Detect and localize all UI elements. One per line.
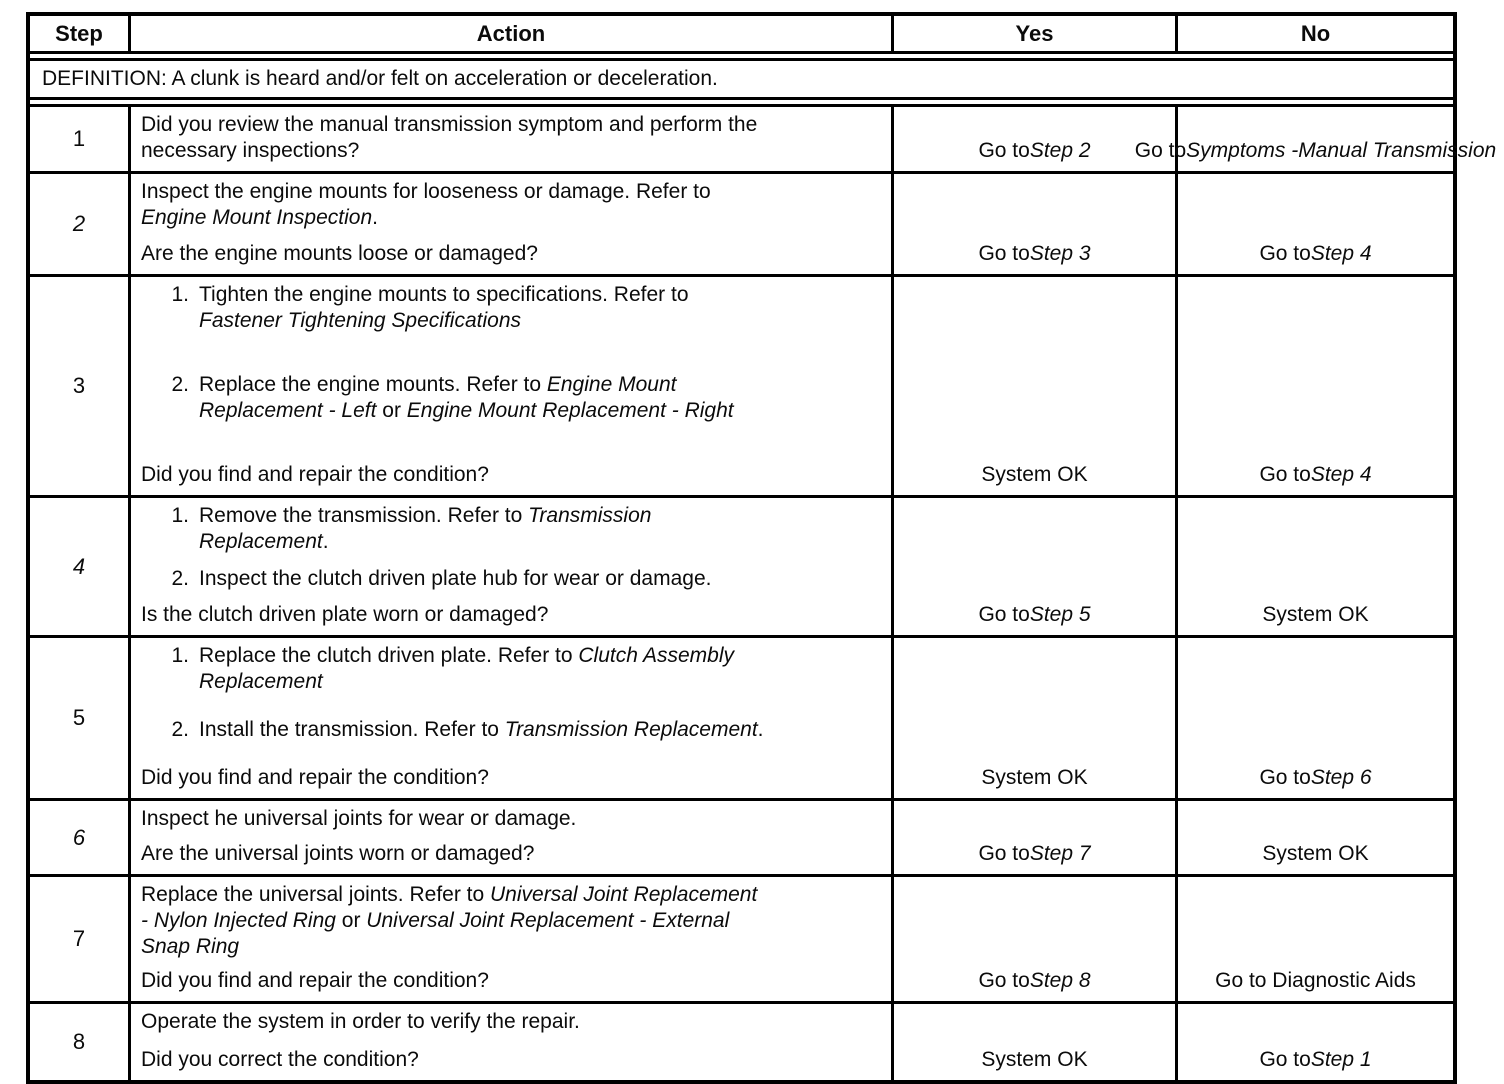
action-question — [141, 841, 761, 867]
step-number: 2 — [72, 211, 86, 236]
list-number: 1. — [171, 283, 189, 306]
table-row — [30, 798, 1453, 874]
text-run: Did you review the manual transmission symptom and perform the necessary inspections? — [141, 113, 758, 162]
list-number: 2. — [171, 373, 189, 396]
step-number: 1 — [72, 126, 86, 151]
text-run: System OK — [981, 1048, 1088, 1071]
table-row — [30, 1001, 1453, 1080]
table-row — [30, 171, 1453, 274]
text-run: Engine Mount Replacement - Right — [406, 399, 734, 422]
numbered-instruction — [141, 717, 877, 743]
yes-cell — [891, 877, 1175, 1001]
text-run: Operate the system in order to verify the repair. — [141, 1010, 580, 1033]
instruction-text — [199, 372, 774, 424]
text-run: System OK — [981, 463, 1088, 486]
text-run: Step 7 — [1029, 842, 1091, 865]
yes-cell — [891, 107, 1175, 171]
diagnostic-table — [26, 12, 1497, 1084]
action-question — [141, 968, 761, 994]
text-run: Step 6 — [1310, 766, 1372, 789]
text-run: Universal Joint Replacement - External Snap Ring — [141, 909, 730, 958]
table-row — [30, 874, 1453, 1001]
list-number: 1. — [171, 504, 189, 527]
action-question — [141, 462, 761, 488]
text-run: Did you find and repair the condition? — [141, 463, 489, 486]
action-paragraph — [141, 179, 761, 231]
definition-row — [30, 58, 1453, 100]
table-body — [30, 104, 1497, 1080]
definition-text: DEFINITION: A clunk is heard and/or felt on acceleration or deceleration. — [42, 67, 718, 90]
yes-cell — [891, 1004, 1175, 1080]
text-run: . — [757, 718, 764, 741]
step-number: 4 — [72, 553, 86, 579]
numbered-instruction — [141, 643, 877, 695]
table-row — [30, 495, 1453, 635]
text-run: Inspect he universal joints for wear or damage. — [141, 807, 577, 830]
text-run: Fastener Tightening Specifications — [199, 309, 521, 332]
action-cell — [128, 638, 891, 798]
text-run: or — [376, 399, 407, 422]
text-run: Engine Mount Inspection — [141, 206, 373, 229]
numbered-instruction — [141, 566, 877, 592]
table-header-row — [30, 16, 1453, 54]
text-run: System OK — [1262, 603, 1369, 626]
text-run: Did you find and repair the condition? — [141, 969, 489, 992]
text-run: Go to — [978, 969, 1030, 992]
yes-cell — [891, 498, 1175, 635]
yes-cell — [891, 638, 1175, 798]
text-run: Tighten the engine mounts to specifications. Refer to — [199, 283, 689, 306]
action-cell — [128, 801, 891, 874]
step-number: 6 — [72, 824, 86, 850]
text-run: Inspect the clutch driven plate hub for wear or damage. — [199, 566, 712, 590]
text-run: Step 3 — [1029, 242, 1091, 265]
no-cell — [1175, 174, 1453, 274]
text-run: Step 5 — [1029, 603, 1091, 626]
action-paragraph — [141, 1009, 761, 1035]
action-question — [141, 112, 761, 164]
no-cell — [1175, 277, 1453, 495]
header-yes: Yes — [891, 16, 1175, 51]
text-run: Symptoms - — [1186, 139, 1299, 162]
text-run: Engine Mount Replacement - Left — [199, 373, 677, 422]
instruction-text — [199, 282, 774, 334]
text-run: Step 1 — [1310, 1048, 1372, 1071]
text-run: Did you find and repair the condition? — [141, 766, 489, 789]
text-run: Go to Diagnostic Aids — [1215, 969, 1416, 992]
no-cell — [1175, 801, 1453, 874]
action-question — [141, 241, 761, 267]
text-run: Step 8 — [1029, 969, 1091, 992]
text-run: Replace the engine mounts. Refer to — [199, 373, 547, 396]
text-run: Transmission Replacement — [199, 504, 652, 553]
numbered-instruction — [141, 503, 877, 555]
action-question — [141, 1047, 761, 1073]
table-row — [30, 107, 1497, 171]
header-no: No — [1175, 16, 1453, 51]
text-run: Universal Joint Replacement - Nylon Injected Ring — [141, 883, 758, 932]
no-cell — [1175, 877, 1453, 1001]
step-number: 8 — [72, 1029, 86, 1054]
action-question — [141, 602, 761, 628]
text-run: Go to — [978, 603, 1030, 626]
yes-cell — [891, 277, 1175, 495]
text-run: Did you correct the condition? — [141, 1048, 419, 1071]
text-run: System OK — [981, 766, 1088, 789]
header-action: Action — [128, 16, 891, 51]
step-number: 5 — [72, 705, 86, 730]
text-run: Install the transmission. Refer to — [199, 718, 505, 741]
text-run: Clutch Assembly Replacement — [199, 644, 734, 693]
text-run: Go to — [1259, 766, 1311, 789]
text-run: Step 4 — [1310, 242, 1372, 265]
text-run: . — [372, 206, 378, 229]
text-run: Go to — [1259, 1048, 1311, 1071]
instruction-text — [199, 503, 774, 555]
instruction-text — [199, 717, 764, 743]
action-cell — [128, 498, 891, 635]
step-number: 3 — [72, 373, 86, 398]
instruction-text — [199, 643, 774, 695]
header-step: Step — [55, 21, 103, 46]
text-run: Transmission Replacement — [504, 718, 758, 741]
text-run: Go to — [978, 139, 1030, 162]
list-number: 1. — [171, 644, 189, 667]
text-run: . — [322, 530, 329, 553]
no-cell — [1175, 498, 1453, 635]
text-run: Step 2 — [1029, 139, 1091, 162]
text-run: Go to — [978, 842, 1030, 865]
no-cell — [1134, 107, 1497, 171]
list-number: 2. — [171, 566, 189, 590]
yes-cell — [891, 801, 1175, 874]
action-question — [141, 765, 761, 791]
text-run: Step 4 — [1310, 463, 1372, 486]
text-run: or — [335, 909, 367, 932]
text-run: System OK — [1262, 842, 1369, 865]
list-number: 2. — [171, 718, 189, 741]
text-run: Manual Transmission — [1298, 139, 1497, 162]
numbered-instruction — [141, 372, 877, 424]
no-cell — [1175, 638, 1453, 798]
text-run: Inspect the engine mounts for looseness or damage. Refer to — [141, 180, 711, 203]
table-row — [30, 274, 1453, 495]
action-cell — [128, 877, 891, 1001]
text-run: Go to — [1259, 463, 1311, 486]
action-cell — [128, 1004, 891, 1080]
text-run: Go to — [1134, 139, 1187, 162]
no-cell — [1175, 1004, 1453, 1080]
text-run: Replace the universal joints. Refer to — [141, 883, 491, 906]
numbered-instruction — [141, 282, 877, 334]
text-run: Go to — [1259, 242, 1311, 265]
instruction-text — [199, 566, 711, 592]
table-row — [30, 635, 1453, 798]
text-run: Replace the clutch driven plate. Refer to — [199, 644, 579, 667]
step-number: 7 — [72, 926, 86, 951]
text-run: Are the engine mounts loose or damaged? — [141, 242, 538, 265]
text-run: Go to — [978, 242, 1030, 265]
action-paragraph — [141, 806, 761, 832]
text-run: Are the universal joints worn or damaged? — [141, 842, 535, 865]
text-run: Remove the transmission. Refer to — [199, 504, 529, 527]
action-cell — [128, 174, 891, 274]
action-cell — [128, 107, 891, 171]
yes-cell — [891, 174, 1175, 274]
text-run: Is the clutch driven plate worn or damaged? — [141, 603, 549, 626]
action-cell — [128, 277, 891, 495]
action-paragraph — [141, 882, 761, 960]
